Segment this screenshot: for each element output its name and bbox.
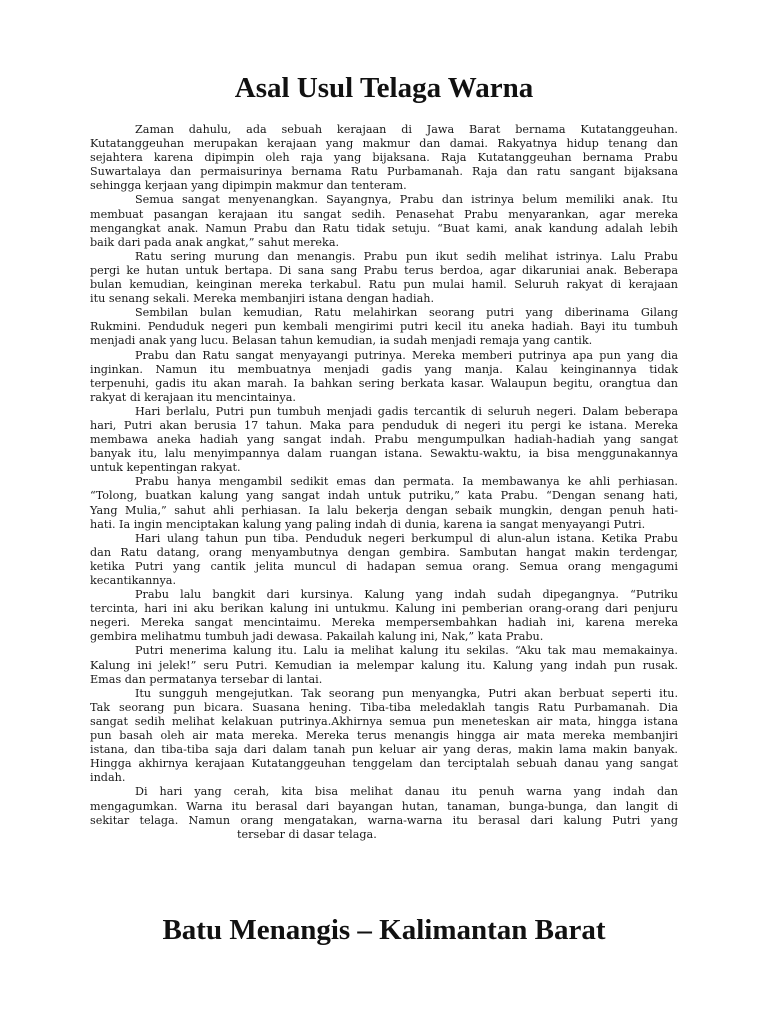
paragraph-line: hari, Putri akan berusia 17 tahun. Maka para penduduk di negeri itu pergi ke istana. Mereka xyxy=(90,418,678,432)
paragraph-line: tersebar di dasar telaga. xyxy=(237,827,377,841)
paragraph-line: Semua sangat menyenangkan. Sayangnya, Prabu dan istrinya belum memiliki anak. Itu xyxy=(135,193,678,207)
paragraph xyxy=(90,687,678,786)
paragraph-line: Kalung ini jelek!” seru Putri. Kemudian ia melempar kalung itu. Kalung yang indah pun rusak. xyxy=(90,658,678,672)
paragraph-line: mengagumkan. Warna itu berasal dari bayangan hutan, tanaman, bunga-bunga, dan langit di xyxy=(90,799,678,813)
paragraph-line: Hari berlalu, Putri pun tumbuh menjadi gadis tercantik di seluruh negeri. Dalam beberapa xyxy=(135,404,678,418)
paragraph-line: sekitar telaga. Namun orang mengatakan, warna-warna itu berasal dari kalung Putri yang xyxy=(90,813,678,827)
paragraph-line: dan Ratu datang, orang menyambutnya dengan gembira. Sambutan hangat makin terdengar, xyxy=(90,545,678,559)
paragraph xyxy=(90,405,678,475)
paragraph-line: Prabu hanya mengambil sedikit emas dan permata. Ia membawanya ke ahli perhiasan. xyxy=(135,475,678,489)
paragraph-line: Kutatanggeuhan merupakan kerajaan yang makmur dan damai. Rakyatnya hidup tenang dan xyxy=(90,137,678,151)
paragraph-line: negeri. Mereka sangat mencintaimu. Mereka mempersembahkan hadiah ini, karena mereka xyxy=(90,616,678,630)
paragraph-line: pergi ke hutan untuk bertapa. Di sana sang Prabu terus berdoa, agar dikaruniai anak. Beberapa xyxy=(90,263,678,277)
paragraph-line: Emas dan permatanya tersebar di lantai. xyxy=(90,672,323,686)
paragraph-line: membawa aneka hadiah yang sangat indah. Prabu mengumpulkan hadiah-hadiah yang sangat xyxy=(90,433,678,447)
paragraph-line: itu senang sekali. Mereka membanjiri istana dengan hadiah. xyxy=(90,292,435,306)
paragraph xyxy=(90,250,678,306)
story-title: Asal Usul Telaga Warna xyxy=(234,72,534,104)
paragraph xyxy=(90,306,678,348)
paragraph-line: Zaman dahulu, ada sebuah kerajaan di Jawa Barat bernama Kutatanggeuhan. xyxy=(135,123,678,136)
paragraph-line: rakyat di kerajaan itu mencintainya. xyxy=(90,390,296,404)
next-story-title: Batu Menangis – Kalimantan Barat xyxy=(162,914,606,946)
paragraph-line: mengangkat anak. Namun Prabu dan Ratu tidak setuju. “Buat kami, anak kandung adalah lebih xyxy=(90,221,678,235)
paragraph-line: bulan kemudian, keinginan mereka terkabul. Ratu pun mulai hamil. Seluruh rakyat di kerajaan xyxy=(90,278,678,292)
paragraph-line: baik dari pada anak angkat,” sahut mereka. xyxy=(90,235,340,249)
paragraph-line: pun basah oleh air mata mereka. Mereka terus menangis hingga air mata mereka membanjiri xyxy=(90,729,678,743)
paragraph-line: Itu sungguh mengejutkan. Tak seorang pun menyangka, Putri akan berbuat seperti itu. xyxy=(135,686,678,700)
paragraph-line: Di hari yang cerah, kita bisa melihat danau itu penuh warna yang indah dan xyxy=(135,785,678,799)
paragraph xyxy=(90,588,678,644)
paragraph xyxy=(90,349,678,405)
paragraph-line: terpenuhi, gadis itu akan marah. Ia bahkan sering berkata kasar. Walaupun begitu, orangtua dan xyxy=(90,376,678,390)
paragraph-line: Prabu dan Ratu sangat menyayangi putrinya. Mereka memberi putrinya apa pun yang dia xyxy=(135,348,678,362)
paragraph xyxy=(90,785,678,841)
paragraph xyxy=(90,644,678,686)
paragraph-line: Yang Mulia,” sahut ahli perhiasan. Ia lalu bekerja dengan sebaik mungkin, dengan penuh hati- xyxy=(90,503,678,517)
paragraph-line: kecantikannya. xyxy=(90,574,177,587)
paragraph-line: tercinta, hari ini aku berikan kalung ini untukmu. Kalung ini pemberian orang-orang dari penjuru xyxy=(90,602,678,616)
paragraph-line: sejahtera karena dipimpin oleh raja yang bijaksana. Raja Kutatanggeuhan bernama Prabu xyxy=(90,151,678,165)
paragraph xyxy=(90,123,678,193)
paragraph-line: ketika Putri yang cantik jelita muncul di hadapan semua orang. Semua orang mengagumi xyxy=(90,559,678,573)
paragraph-line: Hari ulang tahun pun tiba. Penduduk negeri berkumpul di alun-alun istana. Ketika Prabu xyxy=(135,531,678,545)
paragraph-line: indah. xyxy=(90,771,126,785)
paragraph-line: Tak seorang pun bicara. Suasana hening. Tiba-tiba meledaklah tangis Ratu Purbamanah. Dia xyxy=(90,700,678,714)
paragraph-line: Ratu sering murung dan menangis. Prabu pun ikut sedih melihat istrinya. Lalu Prabu xyxy=(135,249,678,263)
paragraph-line: hati. Ia ingin menciptakan kalung yang paling indah di dunia, karena ia sangat menyayangi Putri. xyxy=(90,517,646,531)
paragraph-line: Rukmini. Penduduk negeri pun kembali mengirimi putri kecil itu aneka hadiah. Bayi itu tumbuh xyxy=(90,320,678,334)
paragraph-line: Sembilan bulan kemudian, Ratu melahirkan seorang putri yang diberinama Gilang xyxy=(135,306,678,320)
paragraph-line: Hingga akhirnya kerajaan Kutatanggeuhan tenggelam dan terciptalah sebuah danau yang sangat xyxy=(90,757,678,771)
paragraph-line: gembira melihatmu tumbuh jadi dewasa. Pakailah kalung ini, Nak,” kata Prabu. xyxy=(90,630,544,644)
paragraph-line: sehingga kerjaan yang dipimpin makmur dan tenteram. xyxy=(90,179,407,193)
paragraph-line: Putri menerima kalung itu. Lalu ia melihat kalung itu sekilas. “Aku tak mau memakainya. xyxy=(135,644,678,658)
paragraph xyxy=(90,532,678,588)
paragraph xyxy=(90,475,678,531)
story-body xyxy=(90,123,678,842)
paragraph-line: istana, dan tiba-tiba saja dari dalam tanah pun keluar air yang deras, makin lama makin banyak. xyxy=(90,743,678,757)
paragraph-line: Prabu lalu bangkit dari kursinya. Kalung yang indah sudah dipegangnya. “Putriku xyxy=(135,588,678,602)
paragraph-line: “Tolong, buatkan kalung yang sangat indah untuk putriku,” kata Prabu. “Dengan senang hati, xyxy=(90,489,678,503)
paragraph xyxy=(90,193,678,249)
paragraph-line: Suwartalaya dan permaisurinya bernama Ratu Purbamanah. Raja dan ratu sangant bijaksana xyxy=(90,165,678,179)
paragraph-line: sangat sedih melihat kelakuan putrinya.Akhirnya semua pun meneteskan air mata, hingga istana xyxy=(90,714,678,728)
paragraph-line: untuk kepentingan rakyat. xyxy=(90,461,241,475)
paragraph-line: banyak itu, lalu menyimpannya dalam ruangan istana. Sewaktu-waktu, ia bisa menggunakannya xyxy=(90,447,678,461)
paragraph-line: inginkan. Namun itu membuatnya menjadi gadis yang manja. Kalau keinginannya tidak xyxy=(90,362,678,376)
paragraph-line: membuat pasangan kerajaan itu sangat sedih. Penasehat Prabu menyarankan, agar mereka xyxy=(90,207,678,221)
paragraph-line: menjadi anak yang lucu. Belasan tahun kemudian, ia sudah menjadi remaja yang cantik. xyxy=(90,334,593,348)
